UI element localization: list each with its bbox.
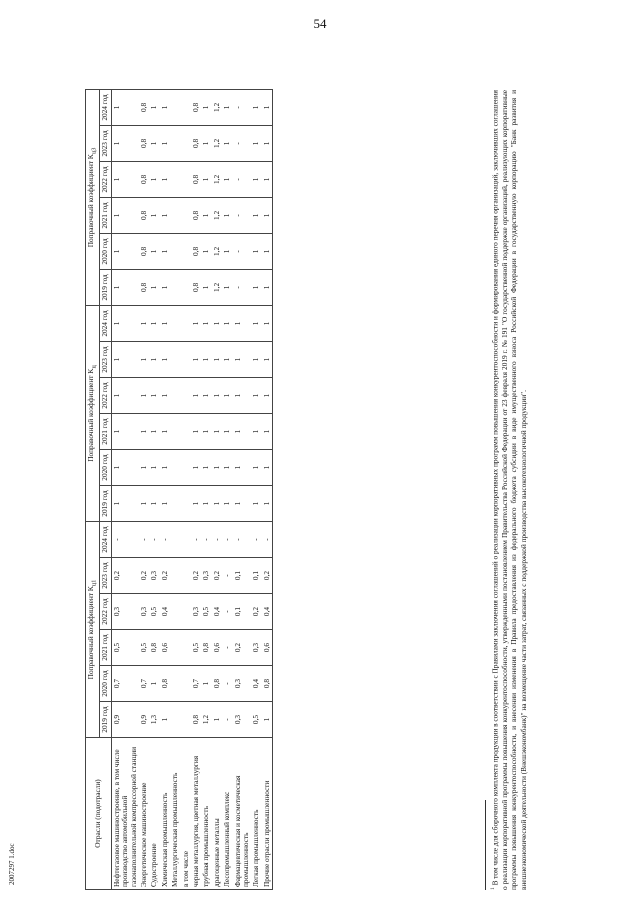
coefficient-value: 0,8 xyxy=(139,89,149,125)
coefficient-value xyxy=(181,233,191,269)
year-header: 2023 год xyxy=(100,558,111,594)
coefficient-value: 1 xyxy=(149,197,159,233)
year-header: 2023 год xyxy=(100,342,111,378)
industry-name: Лесопромышленный комплекс xyxy=(222,738,232,890)
coefficient-value: 1 xyxy=(251,197,261,233)
coefficient-value: 1 xyxy=(139,450,149,486)
coefficient-value: 0,8 xyxy=(139,161,149,197)
coefficient-value: 0,5 xyxy=(111,630,139,666)
coefficient-value xyxy=(170,161,180,197)
coefficient-value: 0,8 xyxy=(160,666,170,702)
coefficient-value: 0,6 xyxy=(262,630,273,666)
year-header: 2024 год xyxy=(100,89,111,125)
coefficient-value: 1 xyxy=(222,125,232,161)
coefficient-value: 1 xyxy=(160,450,170,486)
coefficient-value: 0,8 xyxy=(139,125,149,161)
coefficient-value: 1 xyxy=(222,197,232,233)
coefficient-value: 1 xyxy=(201,450,211,486)
coefficient-value: 1 xyxy=(139,414,149,450)
coefficient-value: 0,1 xyxy=(251,558,261,594)
coefficient-value: 1 xyxy=(201,161,211,197)
industry-name: Фармацевтическая и косметическая промышленность xyxy=(233,738,252,890)
coefficient-value: 1 xyxy=(262,486,273,522)
coefficient-value xyxy=(181,414,191,450)
coefficient-value: 1,2 xyxy=(212,197,222,233)
coefficient-value: 1 xyxy=(212,378,222,414)
coefficient-value: 0,8 xyxy=(149,630,159,666)
coefficient-value: - xyxy=(233,89,252,125)
coefficient-value: 1 xyxy=(149,89,159,125)
coefficient-value: 0,4 xyxy=(251,666,261,702)
coefficient-group-header xyxy=(86,305,100,521)
coefficient-value: 1 xyxy=(160,305,170,341)
coefficient-value: 1 xyxy=(222,233,232,269)
coefficient-value: 1 xyxy=(111,233,139,269)
coefficient-value: 1 xyxy=(251,450,261,486)
coefficient-value: 0,2 xyxy=(262,558,273,594)
table-row xyxy=(160,89,170,889)
coefficient-value: 1 xyxy=(191,450,201,486)
coefficient-value: - xyxy=(233,161,252,197)
coefficient-value: - xyxy=(222,594,232,630)
table-row xyxy=(262,89,273,889)
coefficient-value: 0,3 xyxy=(111,594,139,630)
coefficient-value: 0,8 xyxy=(139,269,149,305)
coefficient-value xyxy=(181,378,191,414)
year-header: 2022 год xyxy=(100,161,111,197)
coefficient-value: 1 xyxy=(212,450,222,486)
coefficient-value: 1 xyxy=(111,378,139,414)
industry-column-header: Отрасли (подотрасли) xyxy=(86,738,112,890)
coefficient-value: 1 xyxy=(149,161,159,197)
coefficient-value: 1 xyxy=(191,305,201,341)
coefficient-value: 0,5 xyxy=(149,594,159,630)
coefficient-value xyxy=(181,125,191,161)
coefficient-value: 0,9 xyxy=(111,702,139,738)
coefficient-value: 0,8 xyxy=(262,666,273,702)
coefficient-value xyxy=(170,666,180,702)
coefficient-value: 1 xyxy=(139,305,149,341)
coefficient-value: 1 xyxy=(222,305,232,341)
coefficient-value xyxy=(170,450,180,486)
coefficient-value: - xyxy=(233,522,252,558)
page-number: 54 xyxy=(313,16,327,31)
coefficient-value: 1 xyxy=(111,486,139,522)
coefficient-value: 1 xyxy=(160,269,170,305)
year-header: 2019 год xyxy=(100,486,111,522)
coefficient-table xyxy=(85,89,273,890)
coefficient-value: 0,8 xyxy=(191,269,201,305)
document-id: 2007297 1.doc xyxy=(8,843,16,885)
coefficient-value: 1 xyxy=(201,305,211,341)
coefficient-value: 0,8 xyxy=(191,197,201,233)
year-header: 2020 год xyxy=(100,450,111,486)
coefficient-value: 1 xyxy=(262,450,273,486)
coefficient-value: 1 xyxy=(111,125,139,161)
coefficient-value xyxy=(181,342,191,378)
coefficient-value: 0,2 xyxy=(251,594,261,630)
coefficient-value: 0,8 xyxy=(139,233,149,269)
coefficient-value: - xyxy=(222,666,232,702)
coefficient-value: 1 xyxy=(201,89,211,125)
coefficient-value: 1 xyxy=(251,161,261,197)
coefficient-value: 1 xyxy=(212,342,222,378)
group-header-label: Поправочный коэффициент K xyxy=(86,368,95,462)
coefficient-value: 1 xyxy=(111,269,139,305)
industry-name: Прочие отрасли промышленности xyxy=(262,738,273,890)
table-row xyxy=(111,89,139,889)
coefficient-value xyxy=(181,197,191,233)
coefficient-value: 0,2 xyxy=(111,558,139,594)
coefficient-value: 1 xyxy=(222,450,232,486)
coefficient-value: 1 xyxy=(149,342,159,378)
year-header: 2024 год xyxy=(100,522,111,558)
coefficient-value: 1,2 xyxy=(212,125,222,161)
year-header: 2019 год xyxy=(100,702,111,738)
coefficient-value: 0,2 xyxy=(160,558,170,594)
coefficient-value: 0,2 xyxy=(233,630,252,666)
coefficient-value xyxy=(170,702,180,738)
group-header-label: Поправочный коэффициент K xyxy=(86,153,95,248)
coefficient-value xyxy=(170,342,180,378)
coefficient-value: 1 xyxy=(149,666,159,702)
year-header: 2020 год xyxy=(100,233,111,269)
coefficient-value: 1 xyxy=(160,702,170,738)
coefficient-value: 1 xyxy=(160,161,170,197)
coefficient-value: 0,2 xyxy=(191,558,201,594)
coefficient-value: 0,8 xyxy=(212,666,222,702)
year-header: 2021 год xyxy=(100,414,111,450)
coefficient-value: 0,1 xyxy=(233,558,252,594)
industry-name: в том числе xyxy=(181,738,191,890)
coefficient-value: 1 xyxy=(262,305,273,341)
industry-name: Легкая промышленность xyxy=(251,738,261,890)
coefficient-value: 1 xyxy=(251,89,261,125)
coefficient-value: 0,4 xyxy=(262,594,273,630)
coefficient-value xyxy=(181,522,191,558)
coefficient-value: 0,5 xyxy=(139,630,149,666)
coefficient-value xyxy=(170,558,180,594)
coefficient-value: 1 xyxy=(149,305,159,341)
coefficient-value: - xyxy=(222,702,232,738)
coefficient-value: 1 xyxy=(201,666,211,702)
group-header-subscript: ц xyxy=(91,365,98,369)
coefficient-value: 0,3 xyxy=(201,558,211,594)
year-header: 2021 год xyxy=(100,197,111,233)
group-header-subscript: ц3 xyxy=(91,147,98,154)
coefficient-value: 1 xyxy=(149,414,159,450)
footnote xyxy=(485,90,528,890)
coefficient-value: 1 xyxy=(233,305,252,341)
coefficient-value: 0,7 xyxy=(139,666,149,702)
coefficient-value xyxy=(181,450,191,486)
coefficient-value: - xyxy=(222,630,232,666)
year-header: 2024 год xyxy=(100,305,111,341)
coefficient-value: 0,3 xyxy=(251,630,261,666)
coefficient-group-header xyxy=(86,89,100,305)
coefficient-value: 1 xyxy=(212,414,222,450)
coefficient-value: 1 xyxy=(212,702,222,738)
coefficient-value: 0,3 xyxy=(149,558,159,594)
coefficient-value: 1,2 xyxy=(212,233,222,269)
coefficient-value xyxy=(181,486,191,522)
coefficient-value: 1 xyxy=(262,197,273,233)
coefficient-value: 1 xyxy=(149,269,159,305)
coefficient-value: 0,6 xyxy=(212,630,222,666)
coefficient-value xyxy=(181,305,191,341)
table-row xyxy=(212,89,222,889)
footnote-mark: 1 xyxy=(490,887,496,890)
group-header-label: Поправочный коэффициент K xyxy=(86,585,95,680)
coefficient-value: 1 xyxy=(251,125,261,161)
coefficient-value xyxy=(170,89,180,125)
coefficient-value: 0,3 xyxy=(191,594,201,630)
coefficient-value: 1,2 xyxy=(201,702,211,738)
coefficient-value xyxy=(170,594,180,630)
coefficient-value xyxy=(170,486,180,522)
year-header: 2022 год xyxy=(100,594,111,630)
coefficient-value: 1 xyxy=(149,233,159,269)
coefficient-value: 1 xyxy=(160,414,170,450)
coefficient-value: 0,5 xyxy=(191,630,201,666)
industry-name: Химическая промышленность xyxy=(160,738,170,890)
coefficient-value: 1 xyxy=(191,378,201,414)
coefficient-value: 0,3 xyxy=(233,702,252,738)
coefficient-value: - xyxy=(201,522,211,558)
coefficient-value: 1 xyxy=(111,161,139,197)
coefficient-value xyxy=(181,269,191,305)
coefficient-value: 1 xyxy=(233,450,252,486)
coefficient-value: - xyxy=(149,522,159,558)
coefficient-value xyxy=(170,378,180,414)
coefficient-value xyxy=(181,558,191,594)
coefficient-value xyxy=(181,702,191,738)
coefficient-value: 1 xyxy=(212,305,222,341)
coefficient-value: 1 xyxy=(160,486,170,522)
coefficient-value: - xyxy=(262,522,273,558)
industry-name: Металлургическая промышленность xyxy=(170,738,180,890)
coefficient-value: 0,2 xyxy=(139,558,149,594)
coefficient-value: 1 xyxy=(201,378,211,414)
coefficient-value: 0,9 xyxy=(139,702,149,738)
coefficient-value xyxy=(170,233,180,269)
coefficient-value: 1,3 xyxy=(149,702,159,738)
coefficient-value: 1 xyxy=(201,197,211,233)
coefficient-value: 1 xyxy=(139,486,149,522)
coefficient-value: 1 xyxy=(160,89,170,125)
coefficient-value: 1 xyxy=(160,197,170,233)
industry-name: Судостроение xyxy=(149,738,159,890)
coefficient-value: 1 xyxy=(111,414,139,450)
year-header: 2020 год xyxy=(100,666,111,702)
coefficient-value: 0,2 xyxy=(212,558,222,594)
coefficient-value: 1 xyxy=(111,89,139,125)
coefficient-value xyxy=(181,161,191,197)
coefficient-value: 1 xyxy=(111,450,139,486)
coefficient-value: 0,8 xyxy=(191,702,201,738)
coefficient-value: 1,2 xyxy=(212,89,222,125)
coefficient-value: 1 xyxy=(201,486,211,522)
coefficient-value: 1 xyxy=(222,378,232,414)
coefficient-value: 1 xyxy=(233,342,252,378)
coefficient-value: 1 xyxy=(160,342,170,378)
coefficient-value: 0,8 xyxy=(201,630,211,666)
coefficient-value: 1 xyxy=(262,125,273,161)
coefficient-value: 1 xyxy=(111,197,139,233)
coefficient-value: 1 xyxy=(233,414,252,450)
coefficient-value: 1 xyxy=(191,342,201,378)
coefficient-value xyxy=(181,594,191,630)
coefficient-value: 0,8 xyxy=(191,89,201,125)
coefficient-value: - xyxy=(251,522,261,558)
coefficient-value: 1 xyxy=(233,378,252,414)
coefficient-value: 1 xyxy=(160,378,170,414)
coefficient-value: 1,2 xyxy=(212,161,222,197)
coefficient-value: 0,8 xyxy=(139,197,149,233)
coefficient-value: 0,8 xyxy=(191,233,201,269)
coefficient-value: - xyxy=(233,269,252,305)
year-header: 2019 год xyxy=(100,269,111,305)
coefficient-value: 1 xyxy=(201,269,211,305)
coefficient-value: 1 xyxy=(251,269,261,305)
year-header: 2021 год xyxy=(100,630,111,666)
coefficient-value: 1 xyxy=(262,233,273,269)
coefficient-value: 1 xyxy=(251,233,261,269)
coefficient-value: 1 xyxy=(139,342,149,378)
coefficient-value: - xyxy=(111,522,139,558)
coefficient-value: 1 xyxy=(262,702,273,738)
coefficient-value: 1,2 xyxy=(212,269,222,305)
coefficient-value: 1 xyxy=(222,342,232,378)
coefficient-value: 1 xyxy=(111,342,139,378)
coefficient-value: 1 xyxy=(222,414,232,450)
coefficient-value: 1 xyxy=(149,450,159,486)
table-row xyxy=(233,89,252,889)
year-header: 2022 год xyxy=(100,378,111,414)
table-row xyxy=(222,89,232,889)
coefficient-value: - xyxy=(222,558,232,594)
coefficient-value xyxy=(170,197,180,233)
coefficient-value xyxy=(181,630,191,666)
coefficient-value: 1 xyxy=(149,125,159,161)
coefficient-value: 1 xyxy=(262,161,273,197)
coefficient-value: - xyxy=(139,522,149,558)
coefficient-group-header xyxy=(86,522,100,738)
coefficient-value: 1 xyxy=(212,486,222,522)
coefficient-value xyxy=(181,89,191,125)
table-row xyxy=(191,89,201,889)
industry-name: драгоценные металлы xyxy=(212,738,222,890)
coefficient-value: 1 xyxy=(149,486,159,522)
coefficient-value: - xyxy=(191,522,201,558)
table-row xyxy=(149,89,159,889)
coefficient-value: - xyxy=(160,522,170,558)
footnote-rule xyxy=(485,800,486,890)
coefficient-value: 1 xyxy=(262,414,273,450)
table-body xyxy=(111,89,272,889)
coefficient-value xyxy=(170,414,180,450)
table-row xyxy=(139,89,149,889)
coefficient-value: 0,8 xyxy=(191,125,201,161)
industry-name: Нефтегазовое машиностроение, в том числе производство автомобильной газонаполнительной компрессорной станции xyxy=(111,738,139,890)
footnote-text: В том числе для сборочного комплекта продукции в соответствии с Правилами заключения соглашений о реализации корпоративных программ повышения конкурентоспособности и формирования единого перечня организаций, заключивших соглашения о реализации корпоративной программы повышения конкурентоспособности, утвержденными постановлением Правительства Российской Федерации от 23 февраля 2019 г. № 191 "О государственной поддержке организаций, реализующих корпоративные программы повышения конкурентоспособности, и внесении изменения в Правила предоставления из федерального бюджета субсидии в виде имущественного взноса Российской Федерации в государственную корпорацию "Банк развития и внешнеэкономической деятельности (Внешэкономбанк)" на возмещение части затрат, связанных с поддержкой производства высокотехнологичной продукции". xyxy=(490,90,528,890)
coefficient-value: 1 xyxy=(262,89,273,125)
coefficient-value: 1 xyxy=(191,414,201,450)
coefficient-value: 1 xyxy=(222,89,232,125)
coefficient-value: - xyxy=(233,197,252,233)
industry-name: черная металлургия, цветная металлургия xyxy=(191,738,201,890)
coefficient-value: 1 xyxy=(222,486,232,522)
coefficient-value: 1 xyxy=(251,378,261,414)
coefficient-value: 0,7 xyxy=(191,666,201,702)
coefficient-value: 1 xyxy=(233,486,252,522)
year-header: 2023 год xyxy=(100,125,111,161)
coefficient-value: 1 xyxy=(251,305,261,341)
coefficient-value: 1 xyxy=(251,414,261,450)
table-row xyxy=(251,89,261,889)
table-header-groups xyxy=(86,89,100,889)
coefficient-value: 1 xyxy=(251,342,261,378)
table-row xyxy=(181,89,191,889)
coefficient-value: 1 xyxy=(222,269,232,305)
coefficient-value: 1 xyxy=(251,486,261,522)
coefficient-value: - xyxy=(222,522,232,558)
table-row xyxy=(170,89,180,889)
coefficient-value xyxy=(170,125,180,161)
coefficient-value: - xyxy=(212,522,222,558)
coefficient-value: 0,1 xyxy=(233,594,252,630)
coefficient-value: 0,4 xyxy=(160,594,170,630)
table-row xyxy=(201,89,211,889)
coefficient-value xyxy=(170,522,180,558)
coefficient-value xyxy=(170,305,180,341)
coefficient-value: 1 xyxy=(191,486,201,522)
coefficient-value: 1 xyxy=(160,233,170,269)
coefficient-value: 1 xyxy=(201,414,211,450)
group-header-subscript: ц1 xyxy=(91,579,98,586)
coefficient-value: 0,5 xyxy=(201,594,211,630)
coefficient-value: 0,7 xyxy=(111,666,139,702)
coefficient-value: 1 xyxy=(262,378,273,414)
rotated-page-content xyxy=(85,30,605,890)
coefficient-value xyxy=(181,666,191,702)
industry-name: трубная промышленность xyxy=(201,738,211,890)
coefficient-value: 0,4 xyxy=(212,594,222,630)
coefficient-value: 1 xyxy=(201,342,211,378)
coefficient-value: 1 xyxy=(222,161,232,197)
coefficient-value: 1 xyxy=(262,269,273,305)
coefficient-value: 0,3 xyxy=(139,594,149,630)
coefficient-value: 1 xyxy=(139,378,149,414)
coefficient-value: 1 xyxy=(149,378,159,414)
coefficient-value: 0,3 xyxy=(233,666,252,702)
coefficient-value: - xyxy=(233,125,252,161)
coefficient-value: 1 xyxy=(160,125,170,161)
coefficient-value: 0,5 xyxy=(251,702,261,738)
coefficient-value: 1 xyxy=(201,125,211,161)
coefficient-value: 1 xyxy=(111,305,139,341)
coefficient-value: 1 xyxy=(262,342,273,378)
coefficient-value xyxy=(170,630,180,666)
industry-name: Энергетическое машиностроение xyxy=(139,738,149,890)
coefficient-value xyxy=(170,269,180,305)
coefficient-value: 0,6 xyxy=(160,630,170,666)
coefficient-value: - xyxy=(233,233,252,269)
coefficient-value: 0,8 xyxy=(191,161,201,197)
coefficient-value: 1 xyxy=(201,233,211,269)
